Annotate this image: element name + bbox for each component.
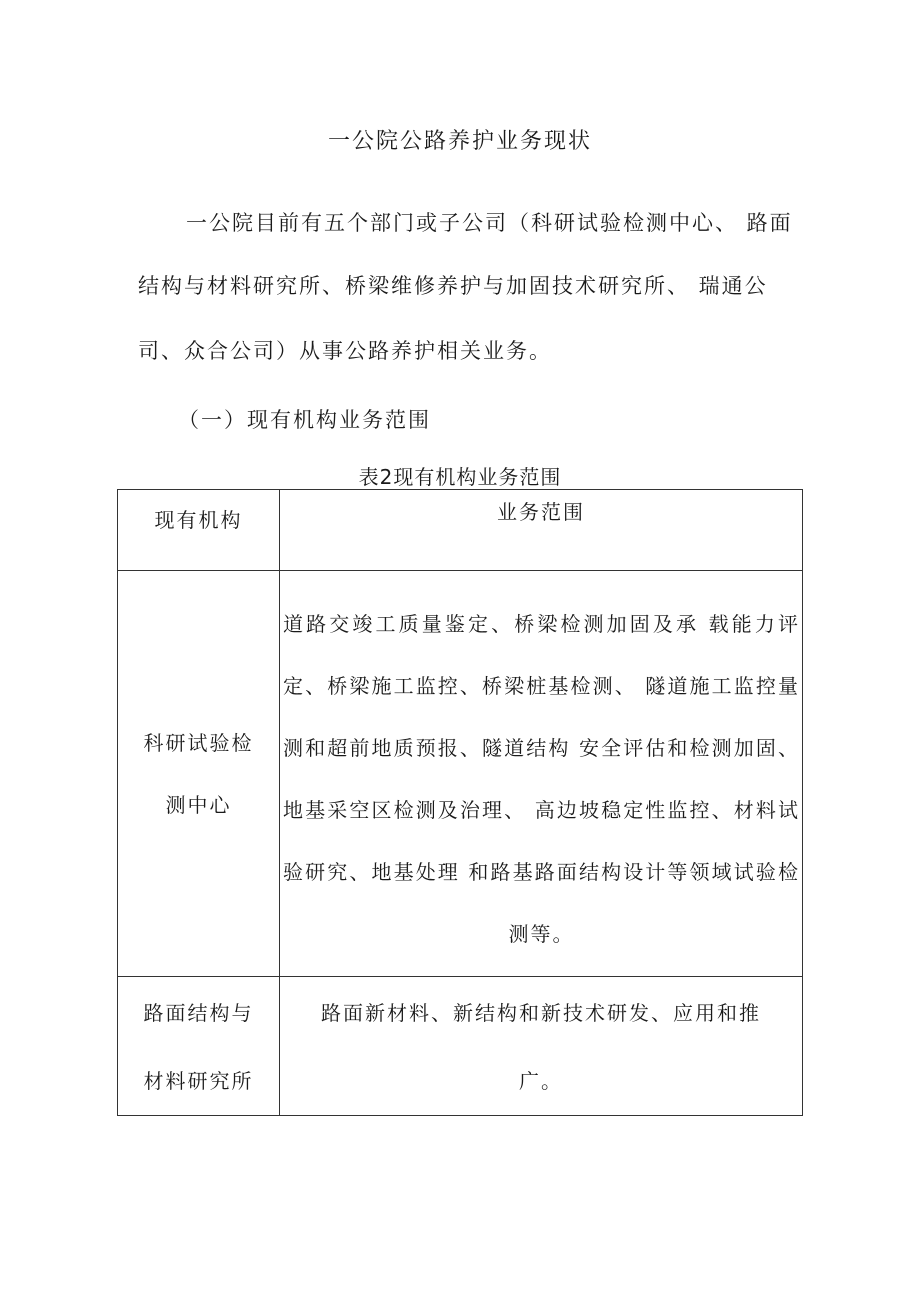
intro-line-3: 司、众合公司）从事公路养护相关业务。	[138, 339, 552, 363]
table-caption: 表2现有机构业务范围	[358, 465, 562, 489]
table-row	[118, 571, 803, 977]
scope-cell	[280, 977, 803, 1116]
org-cell	[118, 571, 280, 977]
org-name: 路面结构与材料研究所	[143, 1001, 254, 1093]
intro-line-1: 一公院目前有五个部门或子公司（科研试验检测中心、 路面	[186, 211, 793, 235]
page-title: 一公院公路养护业务现状	[327, 129, 592, 154]
scope-cell: 道路交竣工质量鉴定、桥梁检测加固及承 载能力评定、桥梁施工监控、桥梁桩基检测、 隧道施工监控量测和超前地质预报、隧道结构 安全评估和检测加固、地基采空区检测及治理、 高边坡稳定性监控、材料试验研究、地基处理 和路基路面结构设计等领域试验检测等。	[280, 571, 803, 977]
header-scope: 业务范围	[280, 490, 803, 571]
table-header-row	[118, 490, 803, 571]
org-name: 科研试验检测中心	[143, 730, 254, 817]
table-row	[118, 977, 803, 1116]
header-org: 现有机构	[118, 490, 280, 571]
intro-line-2: 结构与材料研究所、桥梁维修养护与加固技术研究所、 瑞通公	[138, 274, 768, 298]
scope-text: 路面新材料、新结构和新技术研发、应用和推广。	[321, 1001, 761, 1093]
business-scope-table	[117, 489, 803, 1116]
org-cell	[118, 977, 280, 1116]
section-heading: （一）现有机构业务范围	[178, 408, 431, 432]
